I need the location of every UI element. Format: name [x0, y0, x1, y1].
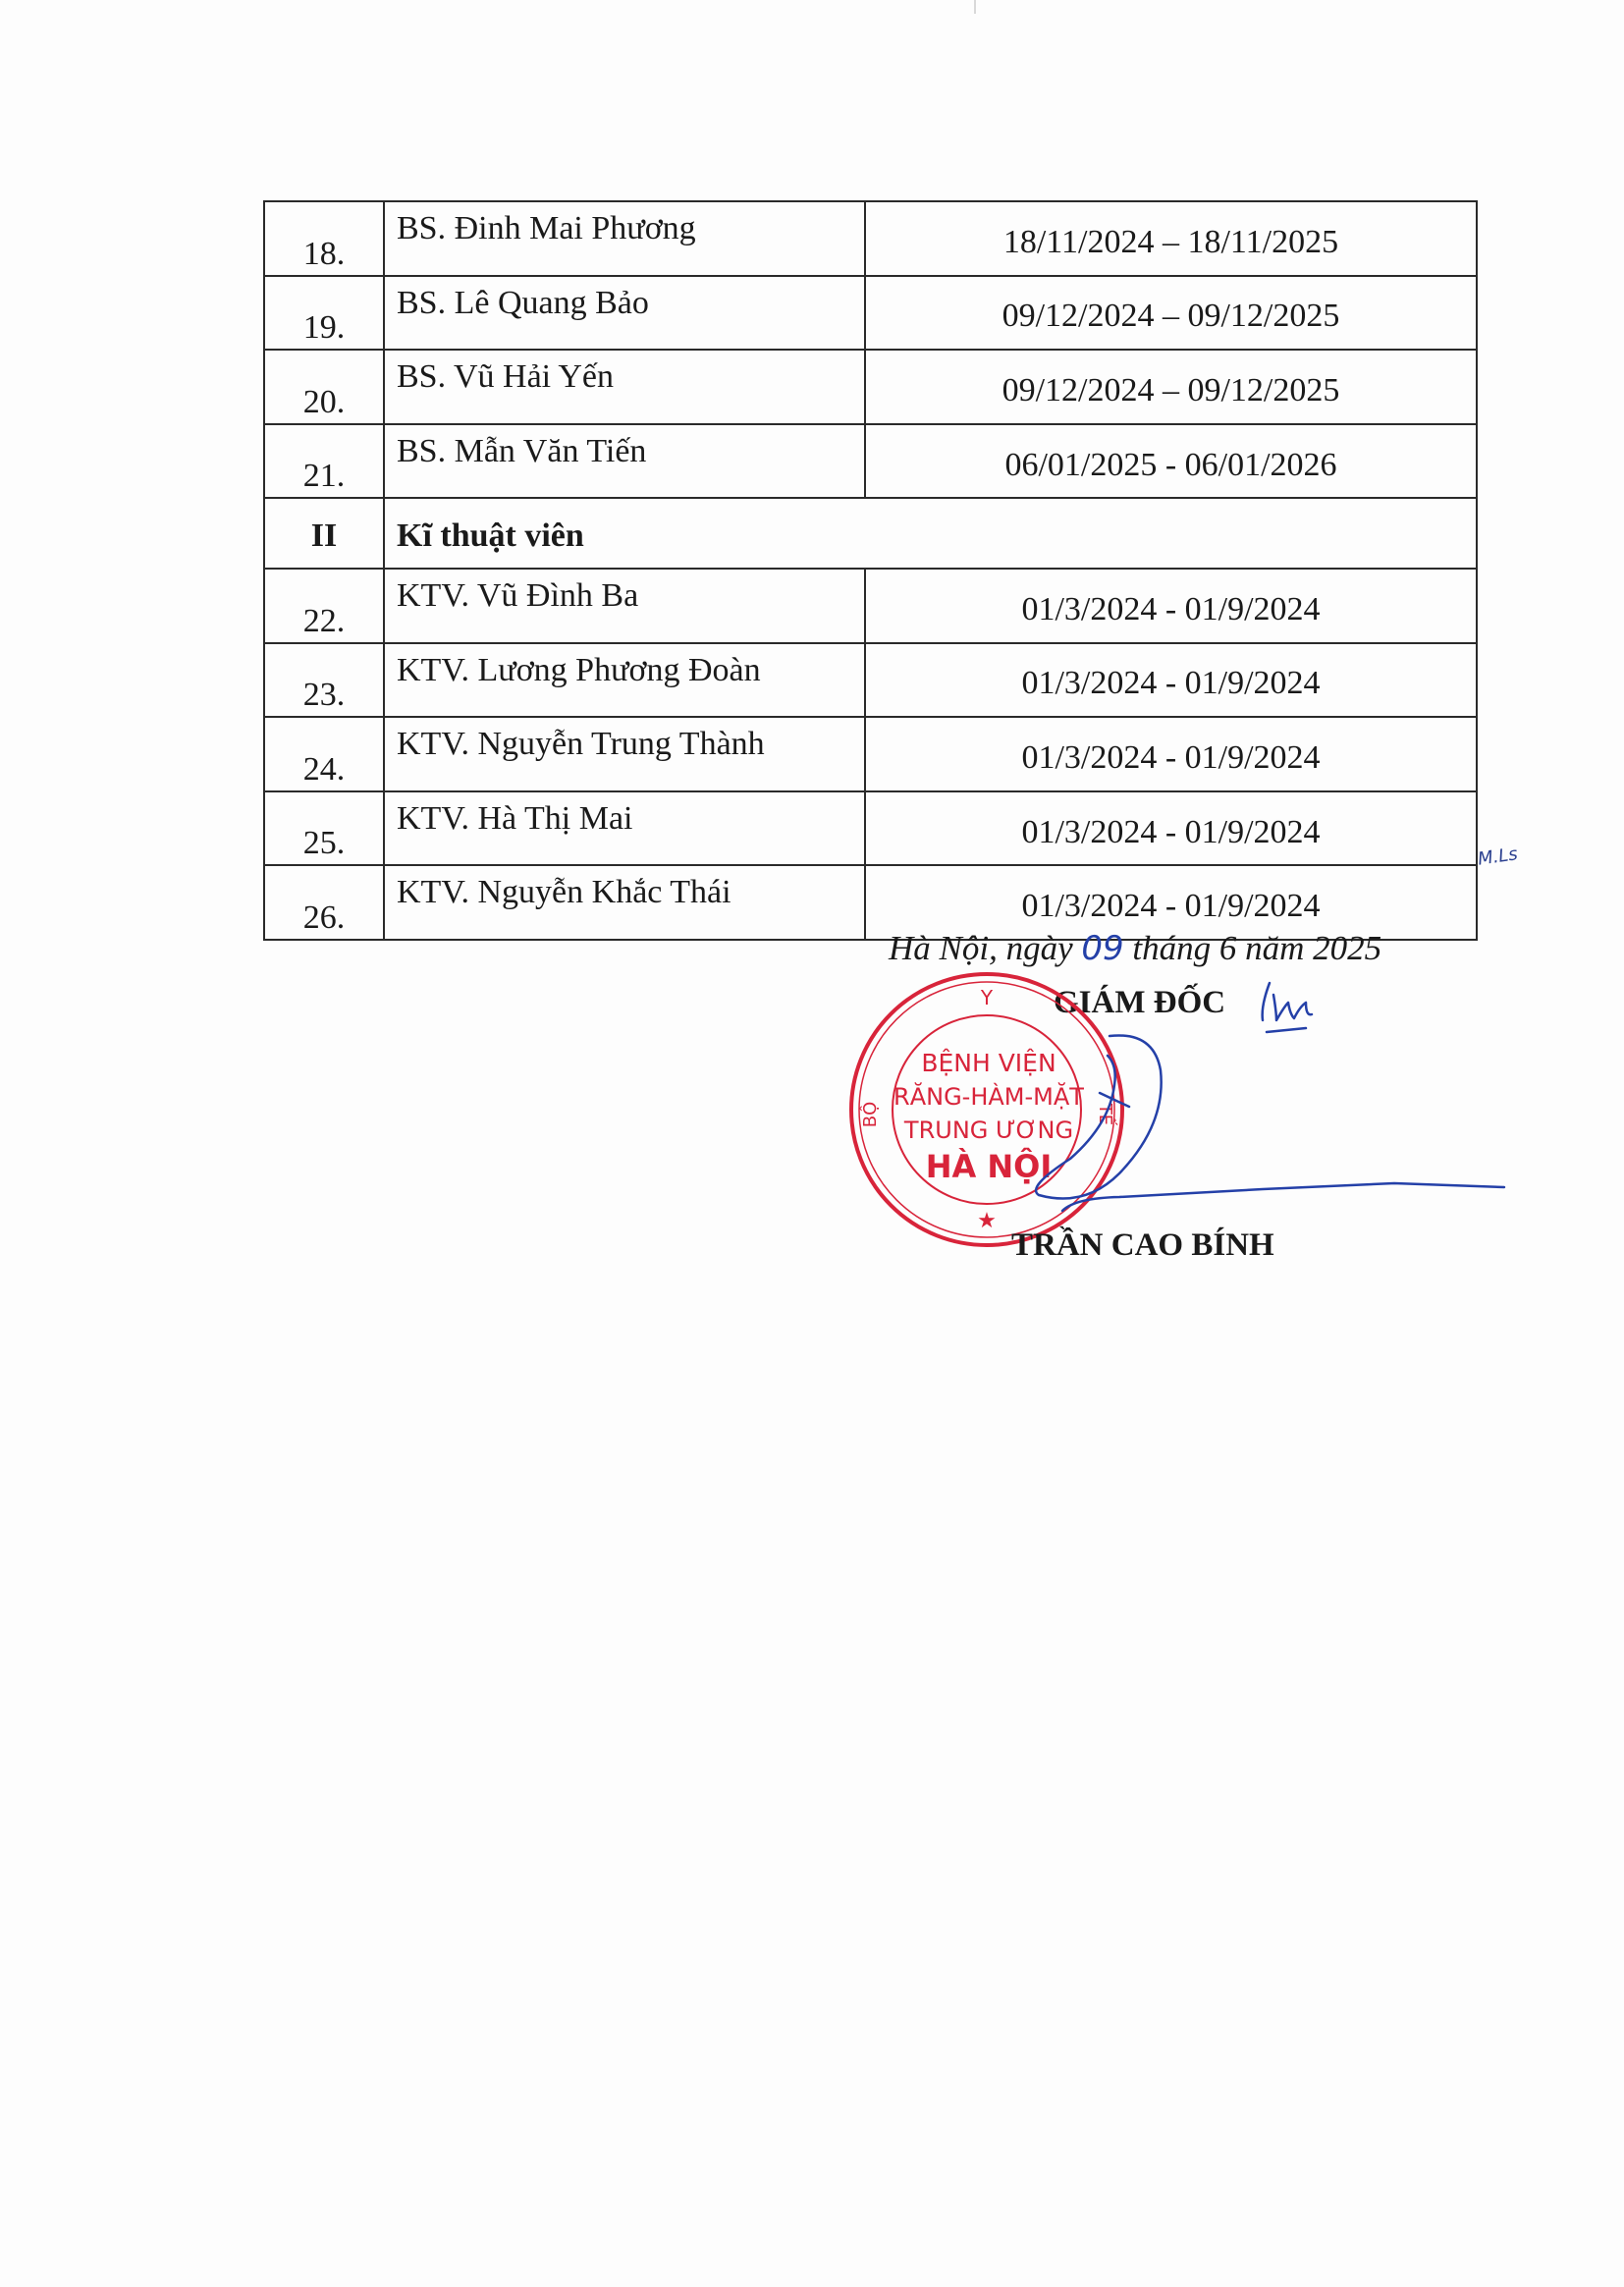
row-number: 22. — [264, 569, 384, 643]
staff-name: BS. Lê Quang Bảo — [384, 276, 865, 351]
table-row — [264, 424, 1477, 499]
scan-artifact — [974, 0, 976, 14]
stamp-side-right: TẾ — [1095, 1103, 1115, 1126]
table-row — [264, 201, 1477, 276]
staff-name: KTV. Hà Thị Mai — [384, 791, 865, 866]
period: 09/12/2024 – 09/12/2025 — [865, 276, 1477, 351]
period: 09/12/2024 – 09/12/2025 — [865, 350, 1477, 424]
period: 01/3/2024 - 01/9/2024 — [865, 865, 1477, 940]
staff-name: KTV. Lương Phương Đoàn — [384, 643, 865, 718]
staff-name: BS. Vũ Hải Yến — [384, 350, 865, 424]
section-title: Kĩ thuật viên — [384, 498, 1477, 569]
staff-table — [263, 200, 1478, 941]
table-row — [264, 350, 1477, 424]
signing-date — [889, 929, 1381, 968]
period: 01/3/2024 - 01/9/2024 — [865, 791, 1477, 866]
section-number: II — [264, 498, 384, 569]
stamp-top-letter: Y — [980, 986, 994, 1009]
row-number: 21. — [264, 424, 384, 499]
table-row — [264, 569, 1477, 643]
stamp-line-3: TRUNG ƯƠNG — [903, 1116, 1074, 1144]
staff-name: KTV. Vũ Đình Ba — [384, 569, 865, 643]
stamp-line-1: BỆNH VIỆN — [921, 1049, 1056, 1077]
period: 01/3/2024 - 01/9/2024 — [865, 717, 1477, 791]
period: 18/11/2024 – 18/11/2025 — [865, 201, 1477, 276]
stamp-side-left: BỘ — [860, 1101, 881, 1128]
staff-name: BS. Mẫn Văn Tiến — [384, 424, 865, 499]
row-number: 19. — [264, 276, 384, 351]
table-row — [264, 717, 1477, 791]
date-suffix: tháng 6 năm 2025 — [1123, 929, 1382, 967]
row-number: 24. — [264, 717, 384, 791]
row-number: 18. — [264, 201, 384, 276]
date-day-handwritten: 09 — [1081, 929, 1124, 968]
row-number: 26. — [264, 865, 384, 940]
staff-name: KTV. Nguyễn Trung Thành — [384, 717, 865, 791]
stamp-line-4: HÀ NỘI — [925, 1148, 1053, 1185]
staff-name: BS. Đinh Mai Phương — [384, 201, 865, 276]
date-prefix: Hà Nội, ngày — [889, 929, 1082, 967]
stamp-line-2: RĂNG-HÀM-MẶT — [893, 1083, 1084, 1111]
row-number: 20. — [264, 350, 384, 424]
row-number: 25. — [264, 791, 384, 866]
signer-name: TRẦN CAO BÍNH — [1011, 1227, 1274, 1263]
period: 01/3/2024 - 01/9/2024 — [865, 569, 1477, 643]
period: 06/01/2025 - 06/01/2026 — [865, 424, 1477, 499]
stamp-star-icon: ★ — [977, 1209, 997, 1233]
table-row — [264, 791, 1477, 866]
period: 01/3/2024 - 01/9/2024 — [865, 643, 1477, 718]
table-row — [264, 276, 1477, 351]
staff-name: KTV. Nguyễn Khắc Thái — [384, 865, 865, 940]
table-row — [264, 643, 1477, 718]
row-number: 23. — [264, 643, 384, 718]
margin-initials: M.Ls — [1476, 844, 1519, 870]
section-row — [264, 498, 1477, 569]
signer-title: GIÁM ĐỐC — [1054, 985, 1226, 1020]
